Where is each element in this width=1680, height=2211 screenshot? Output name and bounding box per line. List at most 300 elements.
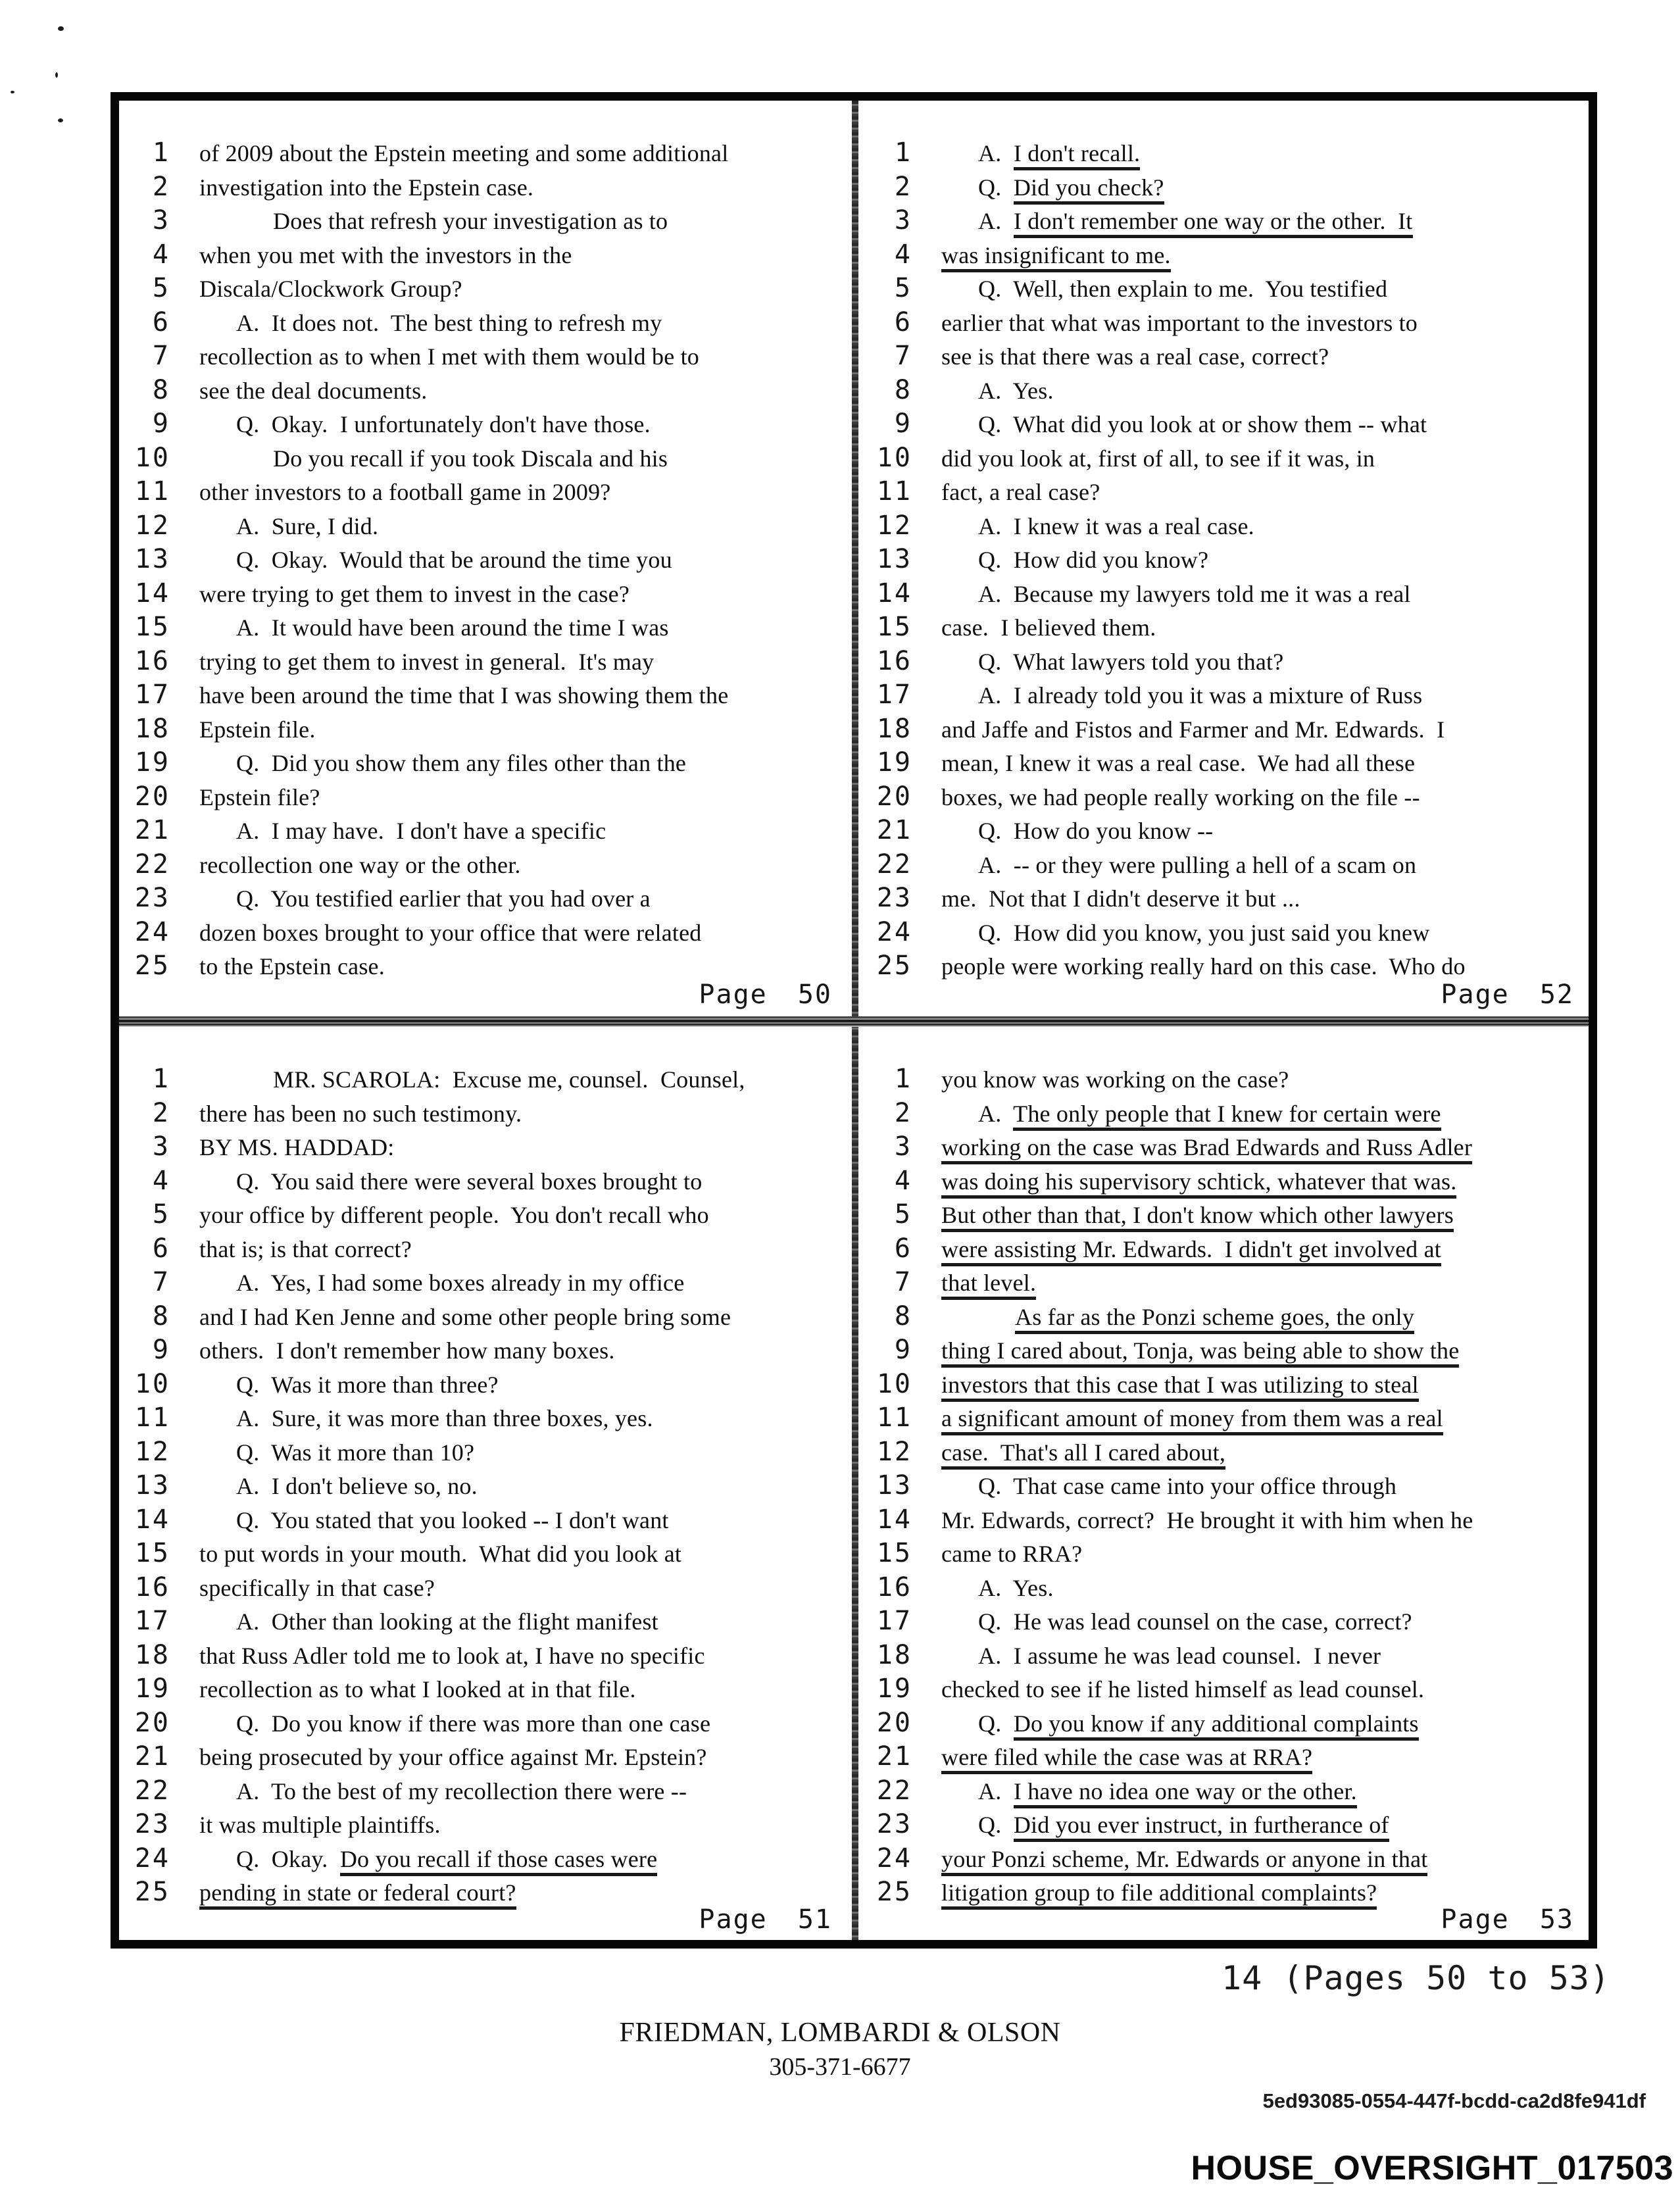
- line-number: 2: [894, 171, 912, 202]
- page-label: Page 50: [699, 980, 832, 1010]
- transcript-line: [861, 375, 1589, 409]
- underlined-text: Do you know if any additional complaints: [1014, 1710, 1419, 1741]
- page-50-panel: [119, 101, 847, 1016]
- line-number: 24: [876, 1843, 912, 1874]
- transcript-line: [861, 476, 1589, 510]
- line-text: [941, 546, 1208, 574]
- transcript-line: [119, 883, 847, 917]
- line-number: 14: [134, 578, 170, 609]
- transcript-line: [861, 1470, 1589, 1504]
- transcript-line: [861, 273, 1589, 307]
- transcript-line: [861, 1233, 1589, 1268]
- line-text: [199, 343, 699, 370]
- line-text: [941, 343, 1329, 370]
- line-number: 16: [134, 1572, 170, 1602]
- line-text: [199, 1168, 702, 1195]
- line-number: 23: [876, 883, 912, 913]
- line-text: [199, 1066, 745, 1093]
- plain-text: A. -- or they were pulling a hell of a scam on: [978, 851, 1417, 878]
- line-number: 9: [894, 409, 912, 439]
- line-number: 10: [134, 442, 170, 473]
- transcript-line: [861, 1843, 1589, 1877]
- line-text: [941, 1574, 1054, 1602]
- line-number: 20: [134, 781, 170, 812]
- transcript-line: [861, 1064, 1589, 1098]
- transcript-line: [861, 1640, 1589, 1674]
- line-text: [941, 207, 1413, 235]
- line-text: [199, 377, 427, 405]
- line-number: 11: [876, 1403, 912, 1433]
- transcript-line: [119, 510, 847, 545]
- transcript-line: [119, 1131, 847, 1166]
- line-text: [199, 1303, 731, 1331]
- line-text: [199, 1337, 615, 1364]
- line-text: [941, 614, 1156, 641]
- plain-text: Q. How did you know, you just said you knew: [978, 919, 1430, 946]
- line-number: 7: [152, 1267, 170, 1297]
- line-text: [199, 1845, 657, 1873]
- plain-text: Q. You testified earlier that you had over a: [236, 885, 651, 912]
- plain-text: being prosecuted by your office against Mr. Epstein?: [199, 1744, 707, 1770]
- line-number: 17: [876, 680, 912, 710]
- plain-text: Q. Was it more than 10?: [236, 1439, 475, 1466]
- line-number: 4: [152, 239, 170, 270]
- transcript-line: [119, 1504, 847, 1539]
- document-id: 5ed93085-0554-447f-bcdd-ca2d8fe941df: [1262, 2089, 1646, 2112]
- underlined-text: Did you check?: [1014, 174, 1164, 205]
- page-52-panel: [861, 101, 1589, 1016]
- plain-text: A. To the best of my recollection there were --: [236, 1777, 687, 1804]
- line-number: 9: [152, 409, 170, 439]
- line-text: [941, 783, 1420, 811]
- line-text: [199, 1133, 395, 1161]
- transcript-line: [861, 612, 1589, 646]
- plain-text: A. Sure, I did.: [236, 512, 379, 539]
- line-number: 14: [134, 1504, 170, 1535]
- line-number: 24: [134, 916, 170, 947]
- plain-text: it was multiple plaintiffs.: [199, 1812, 441, 1838]
- underlined-text: thing I cared about, Tonja, was being able to show the: [941, 1337, 1459, 1368]
- transcript-line: [861, 443, 1589, 477]
- line-number: 21: [134, 815, 170, 845]
- line-number: 11: [134, 476, 170, 507]
- line-number: 19: [134, 1674, 170, 1704]
- line-text: [941, 1100, 1441, 1128]
- plain-text: Epstein file.: [199, 716, 316, 743]
- transcript-line: [119, 239, 847, 274]
- line-number: 13: [876, 544, 912, 574]
- line-number: 22: [134, 849, 170, 880]
- underlined-text: were filed while the case was at RRA?: [941, 1744, 1312, 1774]
- plain-text: Q. How do you know --: [978, 818, 1214, 844]
- transcript-line: [119, 1674, 847, 1708]
- plain-text: see is that there was a real case, correct?: [941, 343, 1329, 370]
- plain-text: Q. What did you look at or show them -- what: [978, 411, 1427, 437]
- plain-text: A. I don't believe so, no.: [236, 1473, 478, 1499]
- plain-text: Q.: [978, 174, 1014, 201]
- line-text: [941, 1168, 1456, 1195]
- transcript-line: [861, 1335, 1589, 1369]
- line-text: [199, 1506, 669, 1534]
- line-text: [941, 1743, 1312, 1771]
- transcript-line: [119, 1098, 847, 1132]
- line-number: 16: [876, 1572, 912, 1602]
- line-text: [199, 953, 385, 980]
- transcript-line: [119, 1776, 847, 1810]
- plain-text: me. Not that I didn't deserve it but ...: [941, 885, 1300, 912]
- plain-text: A. It does not. The best thing to refresh my: [236, 309, 662, 336]
- underlined-text: As far as the Ponzi scheme goes, the only: [1015, 1304, 1414, 1334]
- line-text: [199, 1879, 516, 1906]
- line-text: [199, 1743, 707, 1771]
- line-text: [941, 174, 1164, 201]
- plain-text: other investors to a football game in 2009?: [199, 479, 611, 505]
- plain-text: to put words in your mouth. What did you look at: [199, 1541, 682, 1567]
- line-number: 8: [894, 374, 912, 405]
- transcript-line: [861, 137, 1589, 172]
- line-text: [941, 1879, 1377, 1906]
- plain-text: specifically in that case?: [199, 1574, 435, 1601]
- plain-text: MR. SCAROLA: Excuse me, counsel. Counsel,: [273, 1066, 745, 1093]
- line-number: 20: [876, 781, 912, 812]
- transcript-line: [861, 172, 1589, 206]
- line-text: [941, 851, 1416, 879]
- transcript-line: [119, 205, 847, 239]
- underlined-text: Do you recall if those cases were: [340, 1846, 657, 1876]
- line-number: 18: [876, 713, 912, 744]
- plain-text: recollection as to what I looked at in that file.: [199, 1676, 636, 1702]
- plain-text: A. Yes, I had some boxes already in my office: [236, 1270, 685, 1296]
- line-text: [199, 546, 672, 574]
- line-number: 21: [876, 1741, 912, 1772]
- transcript-line: [861, 1538, 1589, 1572]
- line-text: [941, 580, 1411, 608]
- line-text: [941, 1269, 1036, 1297]
- line-text: [941, 1642, 1381, 1670]
- plain-text: Q. Do you know if there was more than one case: [236, 1710, 711, 1737]
- underlined-text: investors that this case that I was utilizing to steal: [941, 1372, 1419, 1402]
- transcript-line: [861, 883, 1589, 917]
- line-number: 1: [152, 137, 170, 168]
- transcript-line: [119, 409, 847, 443]
- line-number: 18: [876, 1639, 912, 1670]
- line-text: [941, 1811, 1389, 1839]
- transcript-line: [861, 239, 1589, 274]
- line-number: 15: [134, 612, 170, 642]
- page-53-lines: [861, 1064, 1589, 1911]
- scan-speck: [55, 72, 58, 78]
- line-number: 13: [134, 1470, 170, 1501]
- line-number: 12: [134, 1436, 170, 1467]
- transcript-line: [119, 1403, 847, 1437]
- court-reporter-phone: 305-371-6677: [769, 2053, 911, 2081]
- line-text: [941, 1066, 1289, 1093]
- line-number: 17: [134, 1606, 170, 1636]
- line-text: [199, 919, 701, 947]
- line-text: [199, 580, 630, 608]
- line-text: [941, 1472, 1396, 1500]
- line-number: 5: [894, 273, 912, 303]
- line-number: 12: [134, 510, 170, 541]
- line-number: 3: [894, 1131, 912, 1162]
- plain-text: recollection as to when I met with them would be to: [199, 343, 700, 370]
- line-text: [941, 478, 1100, 506]
- transcript-line: [119, 714, 847, 748]
- underlined-text: I have no idea one way or the other.: [1014, 1778, 1357, 1808]
- transcript-line: [861, 1809, 1589, 1843]
- transcript-line: [119, 172, 847, 206]
- line-number: 19: [876, 747, 912, 778]
- transcript-line: [861, 815, 1589, 849]
- line-text: [199, 1811, 441, 1839]
- transcript-line: [119, 646, 847, 680]
- line-text: [941, 512, 1254, 540]
- plain-text: and I had Ken Jenne and some other people bring some: [199, 1303, 731, 1330]
- transcript-line: [861, 714, 1589, 748]
- line-number: 23: [134, 883, 170, 913]
- line-number: 6: [894, 1233, 912, 1264]
- line-text: [199, 1574, 435, 1602]
- transcript-line: [119, 1538, 847, 1572]
- underlined-text: a significant amount of money from them was a real: [941, 1405, 1443, 1435]
- line-number: 2: [894, 1097, 912, 1128]
- line-number: 15: [876, 612, 912, 642]
- page-52-lines: [861, 137, 1589, 985]
- line-number: 20: [134, 1707, 170, 1738]
- line-number: 7: [894, 1267, 912, 1297]
- line-text: [941, 749, 1415, 777]
- line-number: 10: [134, 1368, 170, 1399]
- line-text: [941, 682, 1422, 709]
- underlined-text: But other than that, I don't know which other lawyers: [941, 1202, 1454, 1232]
- line-number: 21: [134, 1741, 170, 1772]
- line-text: [199, 1201, 709, 1229]
- line-number: 24: [134, 1843, 170, 1874]
- line-text: [199, 716, 316, 743]
- line-text: [941, 1676, 1424, 1703]
- line-text: [941, 1371, 1419, 1399]
- transcript-line: [119, 1301, 847, 1335]
- line-number: 12: [876, 1436, 912, 1467]
- plain-text: Discala/Clockwork Group?: [199, 276, 462, 302]
- plain-text: to the Epstein case.: [199, 953, 385, 980]
- line-number: 14: [876, 1504, 912, 1535]
- line-text: [941, 1303, 1414, 1331]
- line-number: 1: [152, 1064, 170, 1094]
- line-text: [941, 716, 1445, 743]
- line-number: 22: [134, 1775, 170, 1806]
- line-number: 18: [134, 713, 170, 744]
- line-text: [941, 275, 1387, 303]
- court-reporter-firm: FRIEDMAN, LOMBARDI & OLSON: [619, 2018, 1061, 2048]
- line-number: 3: [152, 1131, 170, 1162]
- line-number: 3: [894, 205, 912, 236]
- underlined-text: was doing his supervisory schtick, whatever that was.: [941, 1168, 1456, 1199]
- line-number: 2: [152, 1097, 170, 1128]
- transcript-line: [119, 917, 847, 951]
- plain-text: A. I assume he was lead counsel. I never: [978, 1642, 1381, 1669]
- line-text: [941, 885, 1300, 912]
- transcript-line: [119, 544, 847, 578]
- page-51-lines: [119, 1064, 847, 1911]
- line-number: 8: [894, 1301, 912, 1331]
- line-text: [199, 309, 662, 337]
- line-text: [941, 648, 1283, 676]
- line-number: 25: [134, 1877, 170, 1907]
- transcript-line: [119, 137, 847, 172]
- line-text: [941, 1133, 1472, 1161]
- line-text: [199, 817, 606, 845]
- transcript-line: [861, 1437, 1589, 1471]
- underlined-text: was insignificant to me.: [941, 242, 1171, 272]
- plain-text: have been around the time that I was showing them the: [199, 682, 729, 708]
- transcript-line: [119, 578, 847, 612]
- line-number: 4: [894, 1165, 912, 1196]
- line-text: [199, 885, 651, 912]
- transcript-line: [861, 1267, 1589, 1301]
- transcript-line: [861, 205, 1589, 239]
- plain-text: Q. How did you know?: [978, 547, 1209, 573]
- line-number: 4: [152, 1165, 170, 1196]
- line-text: [199, 1371, 499, 1399]
- transcript-line: [861, 578, 1589, 612]
- plain-text: Q. He was lead counsel on the case, correct?: [978, 1608, 1412, 1635]
- plain-text: case. I believed them.: [941, 614, 1156, 641]
- line-number: 22: [876, 1775, 912, 1806]
- transcript-line: [119, 341, 847, 375]
- plain-text: mean, I knew it was a real case. We had all these: [941, 750, 1416, 776]
- transcript-line: [861, 646, 1589, 680]
- transcript-line: [119, 849, 847, 883]
- transcript-line: [119, 1166, 847, 1200]
- line-text: [941, 1506, 1473, 1534]
- transcript-line: [119, 680, 847, 714]
- line-text: [199, 614, 669, 641]
- line-number: 18: [134, 1639, 170, 1670]
- underlined-text: I don't recall.: [1014, 140, 1140, 170]
- transcript-line: [861, 1504, 1589, 1539]
- line-number: 12: [876, 510, 912, 541]
- transcript-line: [861, 917, 1589, 951]
- line-number: 4: [894, 239, 912, 270]
- transcript-line: [861, 1403, 1589, 1437]
- line-text: [199, 478, 610, 506]
- line-number: 2: [152, 171, 170, 202]
- plain-text: boxes, we had people really working on the file --: [941, 783, 1420, 810]
- line-text: [199, 512, 378, 540]
- transcript-line: [119, 375, 847, 409]
- plain-text: dozen boxes brought to your office that were related: [199, 919, 702, 946]
- line-number: 19: [876, 1674, 912, 1704]
- underlined-text: that level.: [941, 1270, 1036, 1300]
- plain-text: that is; is that correct?: [199, 1235, 412, 1262]
- underlined-text: litigation group to file additional complaints?: [941, 1879, 1377, 1910]
- line-number: 25: [876, 1877, 912, 1907]
- plain-text: others. I don't remember how many boxes.: [199, 1337, 615, 1364]
- transcript-line: [861, 409, 1589, 443]
- page-label: Page 53: [1441, 1904, 1574, 1935]
- page-51-panel: [119, 1027, 847, 1940]
- plain-text: BY MS. HADDAD:: [199, 1134, 395, 1160]
- transcript-line: [861, 1199, 1589, 1233]
- underlined-text: I don't remember one way or the other. It: [1014, 208, 1413, 238]
- transcript-line: [119, 443, 847, 477]
- plain-text: Q. Was it more than three?: [236, 1371, 499, 1398]
- line-text: [941, 445, 1375, 472]
- transcript-line: [119, 612, 847, 646]
- scan-speck: [58, 26, 64, 31]
- plain-text: Mr. Edwards, correct? He brought it with him when he: [941, 1506, 1473, 1533]
- underlined-text: pending in state or federal court?: [199, 1879, 516, 1910]
- transcript-line: [119, 1572, 847, 1606]
- plain-text: A. Other than looking at the flight manifest: [236, 1608, 658, 1635]
- line-number: 15: [134, 1538, 170, 1568]
- line-number: 5: [152, 273, 170, 303]
- line-text: [199, 174, 533, 201]
- line-number: 23: [876, 1809, 912, 1839]
- line-number: 5: [894, 1199, 912, 1230]
- line-number: 25: [134, 951, 170, 981]
- plain-text: people were working really hard on this case. Who do: [941, 953, 1466, 980]
- plain-text: Do you recall if you took Discala and his: [273, 445, 668, 472]
- line-text: [199, 1235, 412, 1263]
- line-text: [941, 139, 1140, 167]
- transcript-line: [119, 476, 847, 510]
- transcript-line: [119, 1809, 847, 1843]
- transcript-line: [119, 815, 847, 849]
- line-number: 8: [152, 374, 170, 405]
- scan-speck: [58, 118, 63, 122]
- plain-text: Epstein file?: [199, 783, 320, 810]
- underlined-text: Did you ever instruct, in furtherance of: [1014, 1812, 1389, 1842]
- underlined-text: case. That's all I cared about,: [941, 1439, 1225, 1470]
- plain-text: A. I may have. I don't have a specific: [236, 818, 606, 844]
- transcript-line: [861, 849, 1589, 883]
- row-divider: [119, 1016, 1589, 1027]
- plain-text: fact, a real case?: [941, 479, 1100, 505]
- underlined-text: The only people that I knew for certain were: [1013, 1101, 1441, 1131]
- line-text: [941, 1710, 1419, 1737]
- line-number: 23: [134, 1809, 170, 1839]
- line-text: [199, 1269, 684, 1297]
- line-number: 3: [152, 205, 170, 236]
- transcript-line: [119, 273, 847, 307]
- line-number: 5: [152, 1199, 170, 1230]
- line-text: [199, 1608, 658, 1635]
- underlined-text: working on the case was Brad Edwards and Russ Adler: [941, 1134, 1472, 1164]
- plain-text: that Russ Adler told me to look at, I have no specific: [199, 1642, 705, 1669]
- line-text: [941, 1201, 1454, 1229]
- line-text: [941, 817, 1213, 845]
- line-number: 10: [876, 442, 912, 473]
- line-number: 11: [876, 476, 912, 507]
- line-number: 6: [894, 307, 912, 337]
- line-number: 8: [152, 1301, 170, 1331]
- plain-text: A.: [978, 140, 1014, 166]
- line-number: 21: [876, 815, 912, 845]
- transcript-line: [861, 1369, 1589, 1403]
- transcript-line: [861, 680, 1589, 714]
- line-text: [941, 1439, 1225, 1466]
- line-text: [199, 1676, 636, 1703]
- line-text: [941, 410, 1427, 438]
- plain-text: Q. Okay.: [236, 1845, 340, 1872]
- line-text: [199, 1404, 653, 1432]
- line-text: [199, 139, 728, 167]
- transcript-line: [861, 1606, 1589, 1640]
- line-text: [199, 851, 521, 879]
- plain-text: investigation into the Epstein case.: [199, 174, 534, 201]
